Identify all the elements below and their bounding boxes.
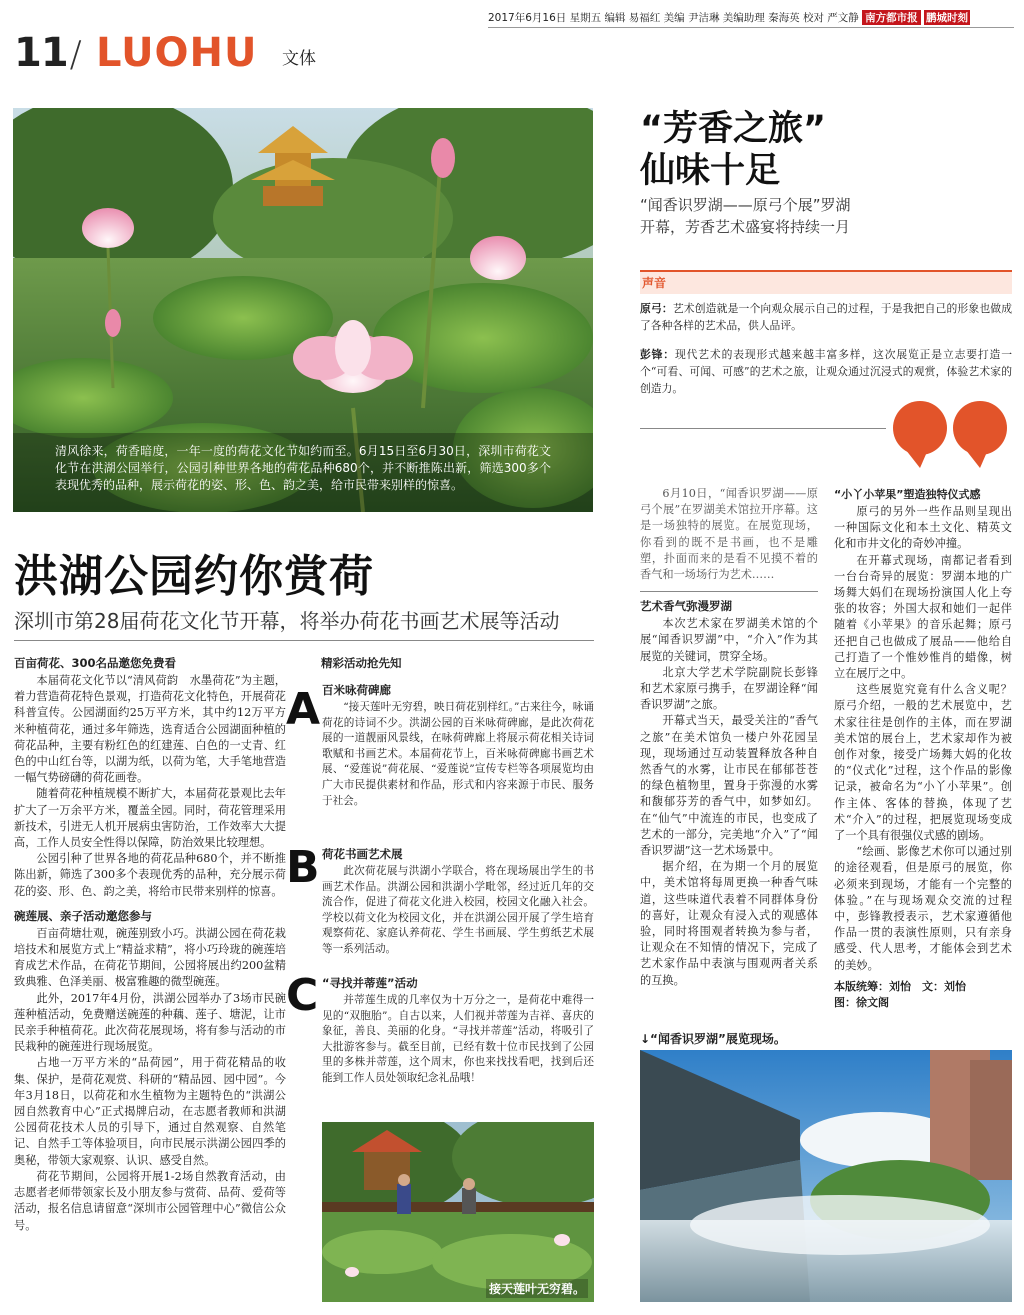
art-col2-paragraph-4: “绘画、影像艺术你可以通过别的途径观看，但是原弓的展览，你必须来到现场，才能有一个完整的体验。”在与现场观众交流的过程中，彭锋教授表示，艺术家遵循他作品一贯的表演性原则，只有亲身感受、代人思考，才能体会到艺术的美妙。: [834, 845, 1012, 972]
paper-logo: 南方都市报: [862, 10, 921, 25]
art-headline-line-2: 仙味十足: [640, 151, 781, 191]
section-label: 文体: [282, 49, 316, 69]
art-intro: 6月10日，“闻香识罗湖——原弓个展”在罗湖美术馆拉开序幕。这是一场独特的展览。在展览现场，你看到的既不是书画，也不是雕塑，扑面而来的是看不见摸不着的香气和一场场行为艺术……: [640, 487, 818, 582]
lotus-sec1-paragraph-3: 公园引种了世界各地的荷花品种680个，并不断推陈出新，筛选了300多个表现优秀的品种，充分展示荷花的姿、形、色、韵之美，将给市民带来别样的惊喜。: [14, 852, 286, 898]
lotus-subheadline: 深圳市第28届荷花文化节开幕，将举办荷花书画艺术展等活动: [14, 609, 560, 633]
paper-logo-secondary: 鹏城时刻: [926, 12, 968, 24]
lotus-photo: [13, 108, 593, 512]
lotus-sec1-paragraph-1: 本届荷花文化节以“清风荷韵 水墨荷花”为主题，着力营造荷花特色景观，打造荷花文化特色，开展荷花科普宣传。公园湖面约25万平方米，其中约12万平方米种植荷花，通过多年筛选，选育适合公园湖面种植的荷花品种，主要有粉红色的红建莲、白色的一丈青、红色的中山红台等，以湖为纸，以荷为笔，大手笔地营造一幅气势磅礴的荷花画卷。: [14, 674, 286, 785]
voices-label: 声音: [642, 276, 667, 290]
voice-2-name: 彭锋：: [640, 348, 675, 361]
event-b: [322, 846, 594, 958]
voice-1-text: 艺术创造就是一个向观众展示自己的过程，于是我把自己的形象也做成了各种各样的艺术品，供人品评。: [640, 302, 1013, 332]
event-c: [322, 975, 594, 1087]
lotus-sec2-paragraph-1: 百亩荷塘壮观，碗莲别致小巧。洪湖公园在荷花栽培技术和展览方式上“精益求精”，将小巧玲珑的碗莲培育成艺术作品，在荷花节期间，公园将展出约200盆精致典雅、色泽美丽、极富雅趣的微型碗莲。: [14, 926, 286, 989]
masthead-thin-rule: [488, 27, 1014, 28]
voice-2-text: 现代艺术的表现形式越来越丰富多样，这次展览正是立志要打造一个“可看、可闻、可感”的艺术之旅，让观众通过沉浸式的观赏，体验艺术家的创造力。: [640, 348, 1013, 395]
page-slash: /: [69, 34, 81, 75]
event-b-letter: B: [286, 842, 320, 893]
art-column-1: [640, 486, 818, 989]
lotus-sec2-paragraph-4: 荷花节期间，公园将开展1-2场自然教育活动，由志愿者老师带领家长及小朋友参与赏荷、品荷、爱荷等活动，报名信息请留意“深圳市公园管理中心”微信公众号。: [14, 1169, 286, 1232]
art-col1-subtitle: 艺术香气弥漫罗湖: [640, 599, 732, 614]
art-credit-1: 本版统筹：刘怡 文：刘怡: [834, 979, 966, 993]
art-subheadline: [640, 194, 851, 238]
lotus-sec1-title: 百亩荷花、300名品邀您免费看: [14, 656, 177, 670]
lotus-headline: 洪湖公园约你赏荷: [14, 551, 374, 602]
art-photo-image: [640, 1050, 1012, 1302]
art-col1-paragraph-3: 北京大学艺术学院副院长彭锋和艺术家原弓携手，在罗湖诠释“闻香识罗湖”之旅。: [640, 665, 818, 712]
art-col2-paragraph-2: 在开幕式现场，南都记者看到一台台奇异的展览：罗湖本地的广场舞大妈们在现场扮演国人化上夸张的妆容；外国大叔和她们一起伴随着《小苹果》的音乐起舞；原弓还把自己也做成了展品——他给自己打造了一个惟妙惟肖的蜡像，树立在展厅之中。: [834, 553, 1012, 681]
lotus-rule: [14, 640, 594, 641]
voices-body: [640, 300, 1012, 397]
art-intro-rule: [640, 591, 818, 592]
events-title: 精彩活动抢先知: [321, 656, 402, 670]
event-a-letter: A: [286, 684, 321, 735]
small-lotus-photo-image: [322, 1122, 594, 1302]
art-headline: [640, 108, 826, 192]
voices-rule: [640, 428, 886, 429]
small-lotus-photo-caption: 接天莲叶无穷碧。: [486, 1279, 588, 1298]
lotus-sec2-paragraph-2: 此外，2017年4月份，洪湖公园举办了3场市民碗莲种植活动，免费赠送碗莲的种藕、莲子、塘泥，让市民亲手种植荷花。此次荷花展现场，将有参与活动的市民栽种的碗莲进行现场展览。: [14, 991, 286, 1054]
issue-info-bar: [488, 10, 1014, 28]
event-c-letter: C: [286, 970, 319, 1021]
quote-mark-icon: [890, 400, 1012, 470]
voice-2: [640, 346, 1012, 397]
lotus-sec2-paragraph-3: 占地一万平方米的“品荷园”，用于荷花精品的收集、保护，是荷花观赏、科研的“精品园、园中园”。今年3月18日，以荷花和水生植物为主题特色的“洪湖公园自然教育中心”正式揭牌启动，在志愿者教师和洪湖公园荷花技术人员的引导下，通过自然观察、自然笔记、自然手工等体验项目，向市民展示洪湖公园四季的奥秘，带领大家观察、认识、感受自然。: [14, 1056, 286, 1167]
voices-header: [640, 270, 1012, 294]
art-col1-paragraph-5: 据介绍，在为期一个月的展览中，美术馆将每周更换一种香气味道，这些味道代表着不同群体身份的喜好，让观众有浸入式的观感体验，同时将围观者转换为参与者，让观众在不知情的情况下，完成了艺术家作品中表演与围观两者关系的互换。: [640, 860, 818, 987]
art-col2-paragraph-3: 这些展览究竟有什么含义呢？原弓介绍，一般的艺术展览中，艺术家往往是创作的主体，而在罗湖美术馆的展台上，艺术家却作为被创作对象，接受广场舞大妈的化妆的“仪式化”过程，这个作品的影像记录，被命名为“小丫小苹果”。创作主体、客体的替换，体现了艺术“介入”的过程，把展览现场变成了一个具有很强仪式感的剧场。: [834, 683, 1012, 843]
event-c-title: “寻找并蒂莲”活动: [322, 976, 418, 990]
art-subheadline-line-2: 开幕，芳香艺术盛宴将持续一月: [640, 218, 851, 236]
art-photo-caption: ↓“闻香识罗湖”展览现场。: [640, 1032, 786, 1046]
page-name: LUOHU: [96, 30, 258, 76]
lotus-sec1-paragraph-2: 随着荷花种植规模不断扩大，本届荷花景观比去年扩大了一万余平方米，覆盖全园。同时，荷花管理采用新技术，引进无人机开展病虫害防治，工作效率大大提高，工作人员安全性得以保障，防治效果比较理想。: [14, 787, 286, 850]
art-subheadline-line-1: “闻香识罗湖——原弓个展”罗湖: [640, 196, 851, 214]
art-photo: [640, 1050, 1012, 1302]
event-a-title: 百米咏荷碑廊: [322, 683, 391, 697]
page-number: 11/: [14, 30, 81, 76]
art-column-2: [834, 486, 1012, 1010]
voice-1: [640, 300, 1012, 334]
lotus-sec2-title: 碗莲展、亲子活动邀您参与: [14, 908, 152, 923]
art-col2-paragraph-1: 原弓的另外一些作品则呈现出一种国际文化和本土文化、精英文化和市井文化的奇妙冲撞。: [834, 505, 1012, 551]
small-lotus-photo: [322, 1122, 594, 1302]
lotus-photo-caption: 清风徐来，荷香暗度，一年一度的荷花文化节如约而至。6月15日至6月30日，深圳市荷花文化节在洪湖公园举行，公园引种世界各地的荷花品种680个，并不断推陈出新，筛选300多个表现优秀的品种，展示荷花的姿、形、色、韵之美，给市民带来别样的惊喜。: [55, 444, 551, 492]
event-c-text: 并蒂莲生成的几率仅为十万分之一，是荷花中难得一见的“双胞胎”。自古以来，人们视并蒂莲为吉祥、喜庆的象征，善良、美丽的化身。“寻找并蒂莲”活动，将吸引了大批游客参与。截至目前，已经有数十位市民找到了公园里的多株并蒂莲，这个周末，你也来找找看吧，找到后还能到工作人员处领取纪念礼品哦！: [322, 994, 594, 1084]
event-b-text: 此次荷花展与洪湖小学联合，将在现场展出学生的书画艺术作品。洪湖公园和洪湖小学毗邻，经过近几年的交流合作，促进了荷花文化进入校园，校园文化融入社会。学校以荷文化为校园文化，并在洪湖公园开展了学生培育观察荷花、家庭认养荷花、学生书画展、学生剪纸艺术展等一系列活动。: [322, 865, 594, 955]
events-column: [296, 655, 594, 677]
event-a: [322, 682, 594, 809]
art-col1-paragraph-4: 开幕式当天，最受关注的“香气之旅”在美术馆负一楼户外花园呈现，现场通过互动装置释放各种自然香气的水雾，让市民在郁郁苍苍的绿色植物里，置身于弥漫的水雾和馥郁芬芳的香气中，如梦如幻。在“仙气”中流连的市民，也变成了艺术的一部分，完美地“介入”了“闻香识罗湖”这一艺术场景中。: [640, 714, 818, 858]
event-b-title: 荷花书画艺术展: [322, 847, 403, 861]
voice-1-name: 原弓：: [640, 302, 673, 315]
lotus-column-left: [14, 655, 286, 1234]
art-headline-line-1: “芳香之旅”: [640, 109, 827, 149]
art-col2-subtitle: “小丫小苹果”塑造独特仪式感: [834, 488, 981, 501]
issue-info: 2017年6月16日 星期五 编辑 易福红 美编 尹洁琳 美编助理 秦海英 校对 严文静: [488, 12, 859, 24]
art-col1-paragraph-2: 本次艺术家在罗湖美术馆的个展“闻香识罗湖”中，“介入”作为其展览的关键词，贯穿全场。: [640, 617, 818, 663]
event-a-text: “接天莲叶无穷碧，映日荷花别样红。”古来往今，咏诵荷花的诗词不少。洪湖公园的百米咏荷碑廊，是此次荷花展的一道靓丽风景线，在咏荷碑廊上将展示荷花相关诗词歌赋和书画艺术。本届荷花节上，百米咏荷碑廊书画艺术展、“爱莲说”荷花展、“爱莲说”宣传专栏等各项展览均由广大市民提供素材和作品，形式和内容来源于市民、服务于社会。: [322, 701, 594, 807]
art-credit-2: 图：徐文阁: [834, 995, 889, 1009]
